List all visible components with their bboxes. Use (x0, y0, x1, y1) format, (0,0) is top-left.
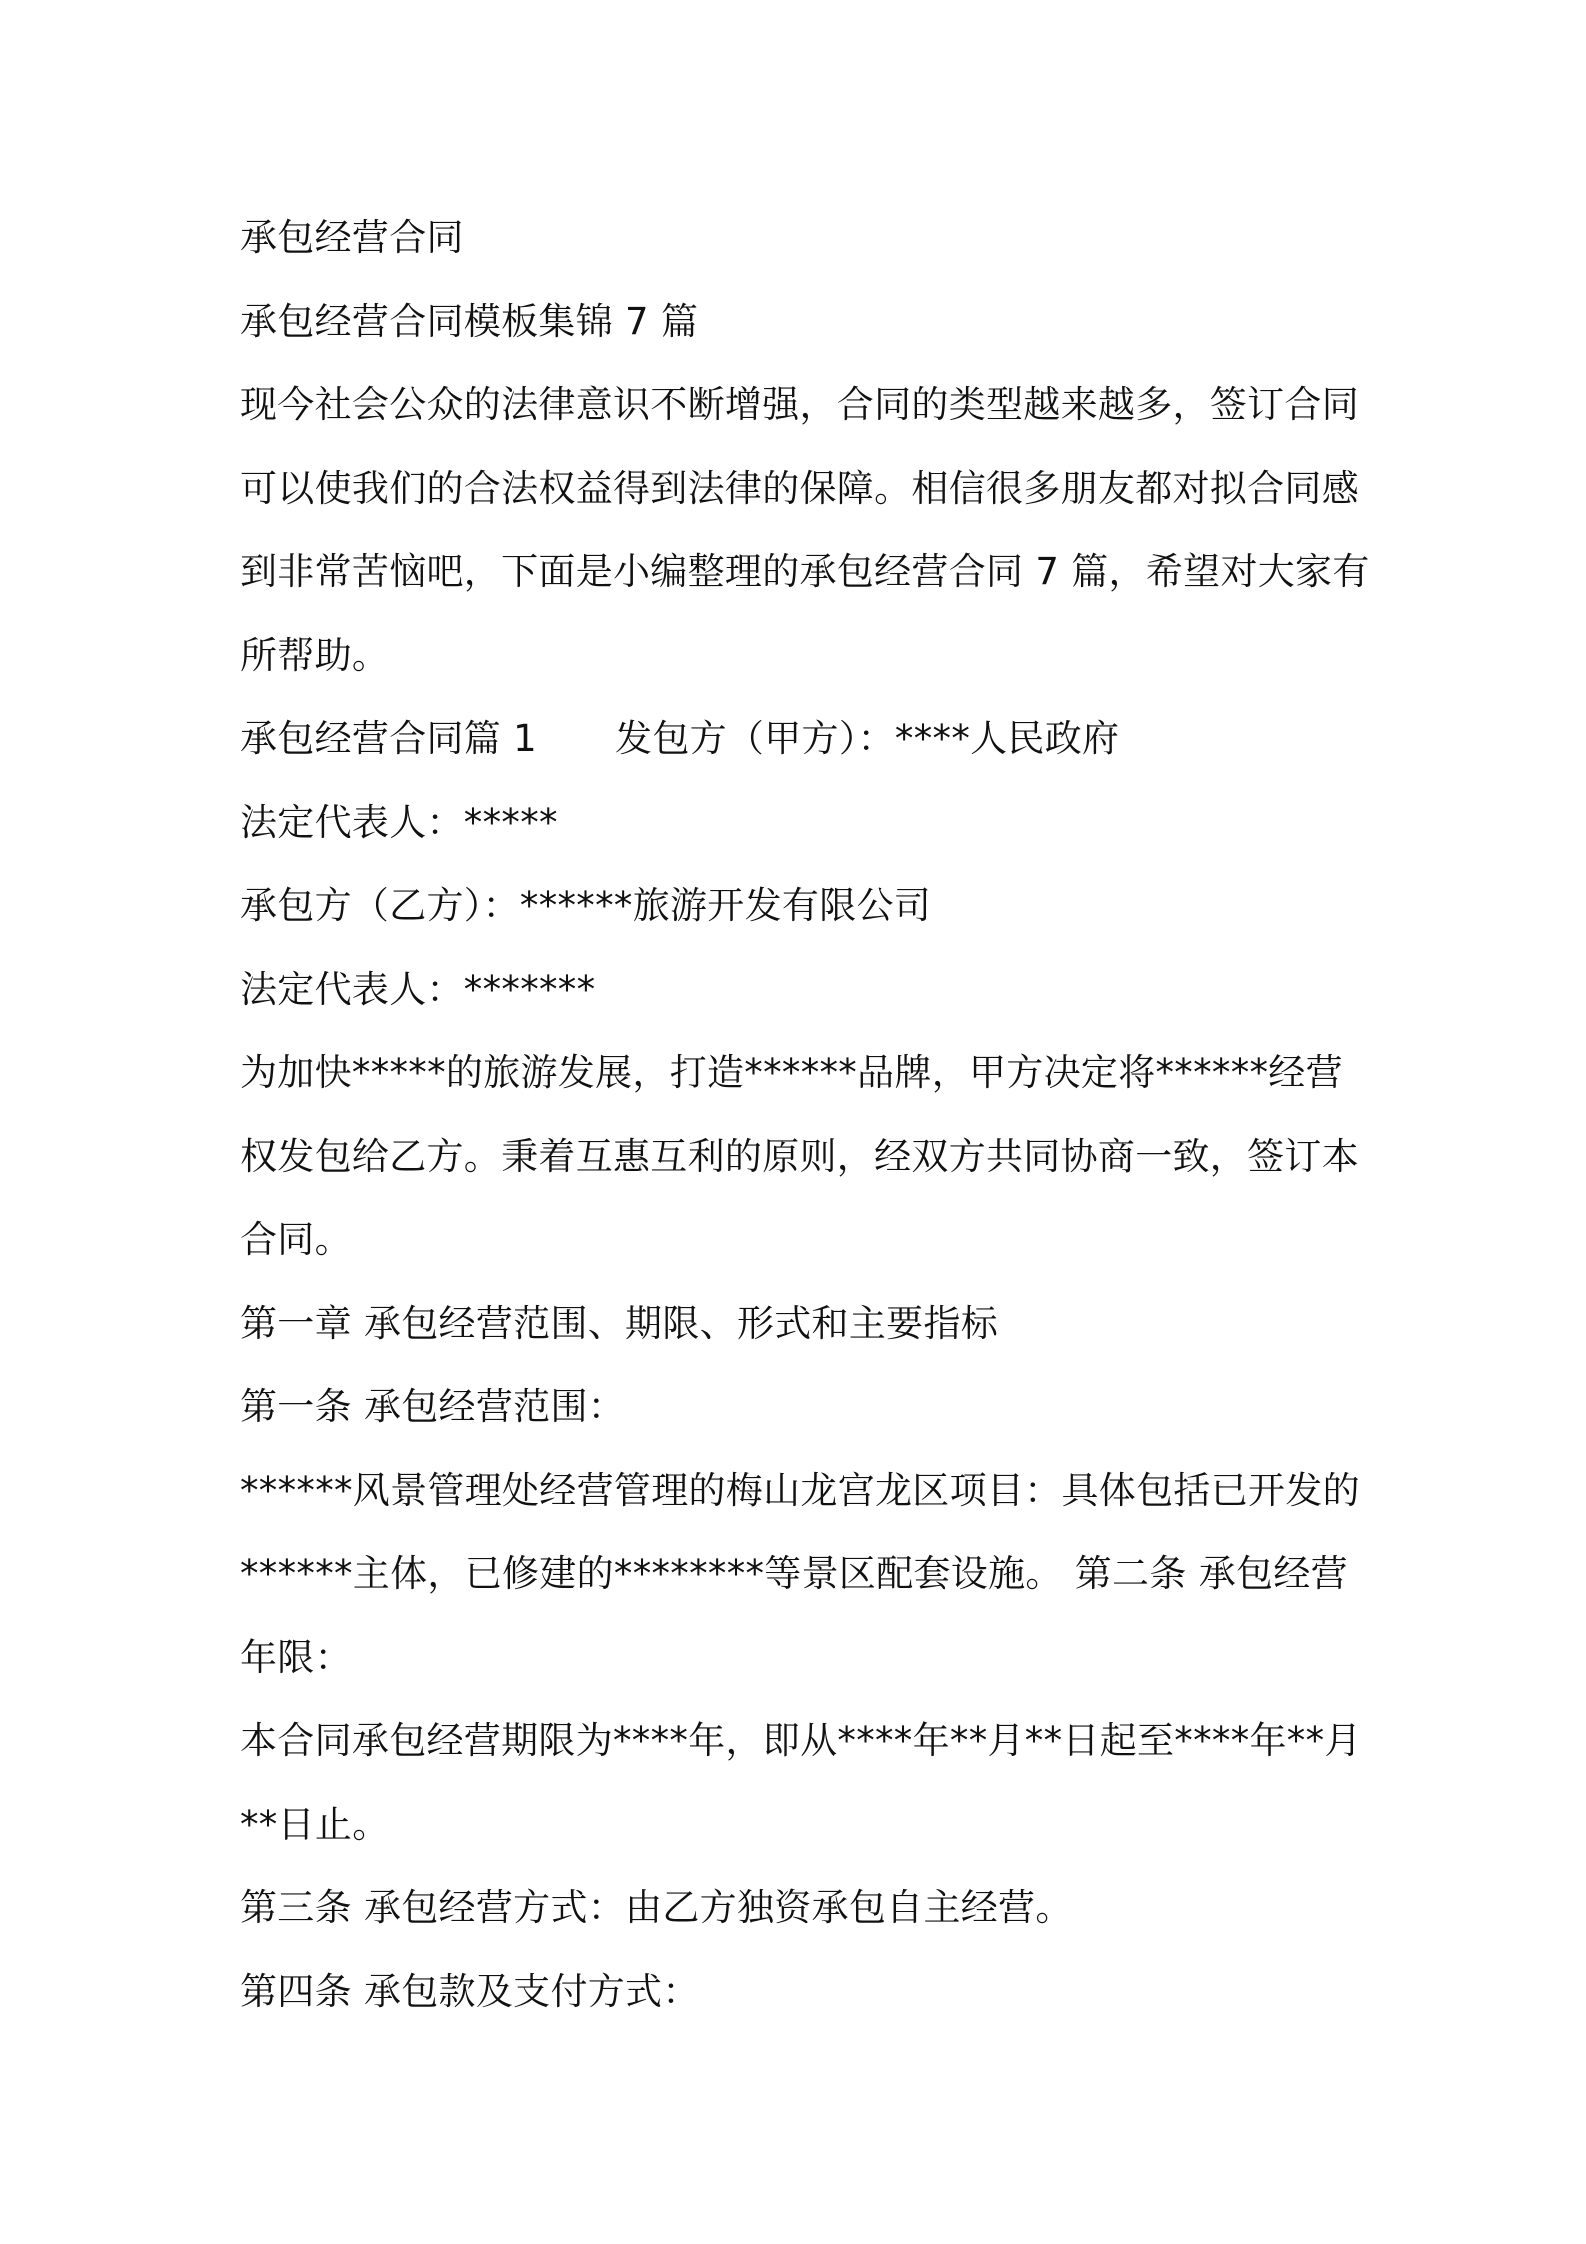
article-body-line: 年限： (240, 1635, 352, 1679)
chapter-heading: 第一章 承包经营范围、期限、形式和主要指标 (240, 1301, 999, 1345)
document-page (240, 196, 1370, 2033)
intro-line: 现今社会公众的法律意识不断增强，合同的类型越来越多，签订合同 (240, 383, 1359, 426)
intro-line: 可以使我们的合法权益得到法律的保障。相信很多朋友都对拟合同感 (240, 466, 1359, 510)
purpose-line: 权发包给乙方。秉着互惠互利的原则，经双方共同协商一致，签订本 (240, 1134, 1359, 1178)
party-b-representative: 法定代表人：******* (240, 967, 596, 1011)
intro-line: 所帮助。 (240, 633, 390, 677)
intro-line: 到非常苦恼吧，下面是小编整理的承包经营合同 7 篇，希望对大家有 (240, 550, 1370, 593)
party-a-representative: 法定代表人：***** (240, 800, 558, 844)
article-body-line: ******风景管理处经营管理的梅山龙宫龙区项目：具体包括已开发的 (240, 1468, 1360, 1512)
article-heading: 第一条 承包经营范围： (240, 1385, 626, 1428)
document-title: 承包经营合同 (240, 216, 464, 259)
article-body-line: ******主体，已修建的********等景区配套设施。 第二条 承包经营 (240, 1552, 1348, 1595)
party-a: 发包方（甲方）：****人民政府 (615, 717, 1120, 760)
contract-heading: 承包经营合同篇 1 (240, 717, 538, 760)
article-heading: 第四条 承包款及支付方式： (240, 1969, 700, 2013)
purpose-line: 合同。 (240, 1218, 352, 1261)
document-subtitle: 承包经营合同模板集锦 7 篇 (240, 299, 699, 343)
purpose-line: 为加快*****的旅游发展，打造******品牌，甲方决定将******经营 (240, 1051, 1343, 1094)
article-body-line: **日止。 (240, 1802, 390, 1846)
party-b: 承包方（乙方）：******旅游开发有限公司 (240, 884, 932, 927)
article-heading: 第三条 承包经营方式：由乙方独资承包自主经营。 (240, 1886, 1073, 1929)
article-body-line: 本合同承包经营期限为****年，即从****年**月**日起至****年**月 (240, 1719, 1362, 1762)
contract-heading-row (240, 697, 1360, 781)
